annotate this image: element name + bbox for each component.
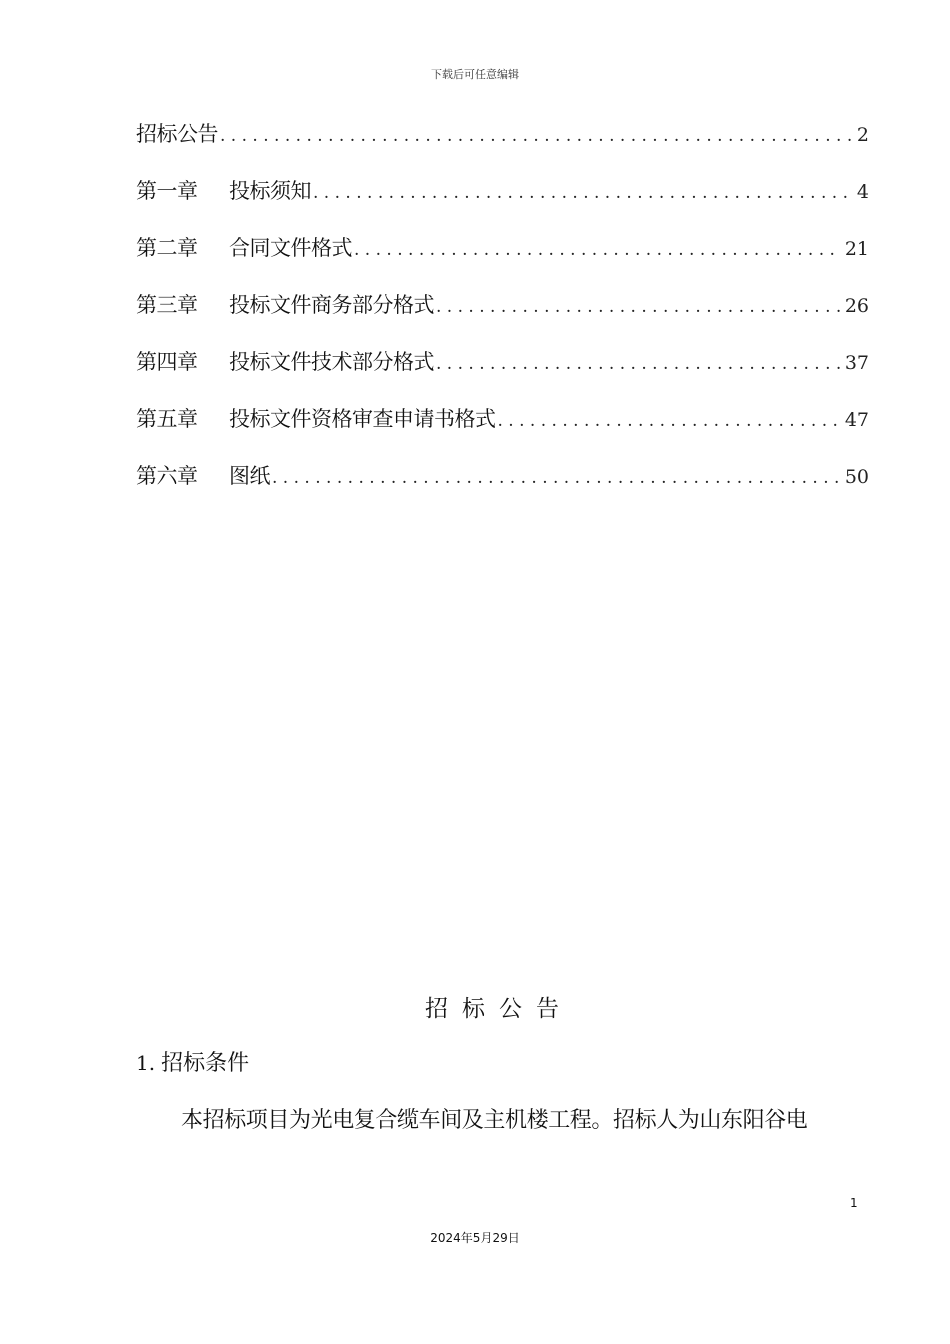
toc-leader-dots xyxy=(354,240,841,260)
toc-entry-label xyxy=(136,460,270,490)
toc-entry-title: 投标文件技术部分格式 xyxy=(229,350,434,374)
toc-entry-chapter: 第五章 xyxy=(136,407,198,431)
toc-entry[interactable] xyxy=(136,232,869,289)
toc-entry-label xyxy=(136,232,352,262)
toc-entry-title: 投标文件商务部分格式 xyxy=(229,293,434,317)
toc-leader-dots xyxy=(272,468,841,488)
toc-entry-page: 37 xyxy=(844,352,869,374)
toc-entry-chapter: 第一章 xyxy=(136,179,198,203)
toc-entry[interactable] xyxy=(136,346,869,403)
toc-entry-chapter: 第二章 xyxy=(136,236,198,260)
section-heading xyxy=(136,1046,249,1077)
section-title: 招标条件 xyxy=(161,1051,250,1076)
toc-entry[interactable] xyxy=(136,289,869,346)
toc-leader-dots xyxy=(498,411,841,431)
section-number: 1. xyxy=(136,1051,156,1075)
footer-date: 2024年5月29日 xyxy=(430,1231,520,1245)
toc-entry-title: 投标须知 xyxy=(229,179,311,203)
toc-entry-chapter: 第三章 xyxy=(136,293,198,317)
toc-entry-page: 21 xyxy=(844,238,869,260)
toc-entry-title: 招标公告 xyxy=(136,122,218,146)
toc-entry-page: 2 xyxy=(856,124,869,146)
toc-entry[interactable] xyxy=(136,460,869,517)
toc-entry-chapter: 第六章 xyxy=(136,464,198,488)
body-paragraph: 本招标项目为光电复合缆车间及主机楼工程。招标人为山东阳谷电 xyxy=(181,1108,808,1133)
toc-entry-page: 26 xyxy=(844,295,869,317)
toc-leader-dots xyxy=(436,297,841,317)
toc-leader-dots xyxy=(436,354,841,374)
toc-leader-dots xyxy=(313,183,853,203)
page-number: 1 xyxy=(850,1196,858,1210)
toc-entry[interactable] xyxy=(136,118,869,175)
toc-entry-label xyxy=(136,403,496,433)
toc-leader-dots xyxy=(220,126,853,146)
toc-entry-page: 4 xyxy=(856,181,869,203)
toc-entry-chapter: 第四章 xyxy=(136,350,198,374)
toc-entry[interactable] xyxy=(136,175,869,232)
toc-entry-title: 图纸 xyxy=(229,464,270,488)
toc-entry-title: 投标文件资格审查申请书格式 xyxy=(229,407,496,431)
toc-entry-label xyxy=(136,175,311,205)
toc-entry-label xyxy=(136,346,434,376)
toc-entry-title: 合同文件格式 xyxy=(229,236,352,260)
table-of-contents xyxy=(136,118,869,517)
toc-entry-page: 47 xyxy=(844,409,869,431)
notice-title: 招标公告 xyxy=(425,996,573,1022)
header-note: 下载后可任意编辑 xyxy=(431,68,519,81)
toc-entry[interactable] xyxy=(136,403,869,460)
toc-entry-page: 50 xyxy=(844,466,869,488)
toc-entry-label xyxy=(136,289,434,319)
